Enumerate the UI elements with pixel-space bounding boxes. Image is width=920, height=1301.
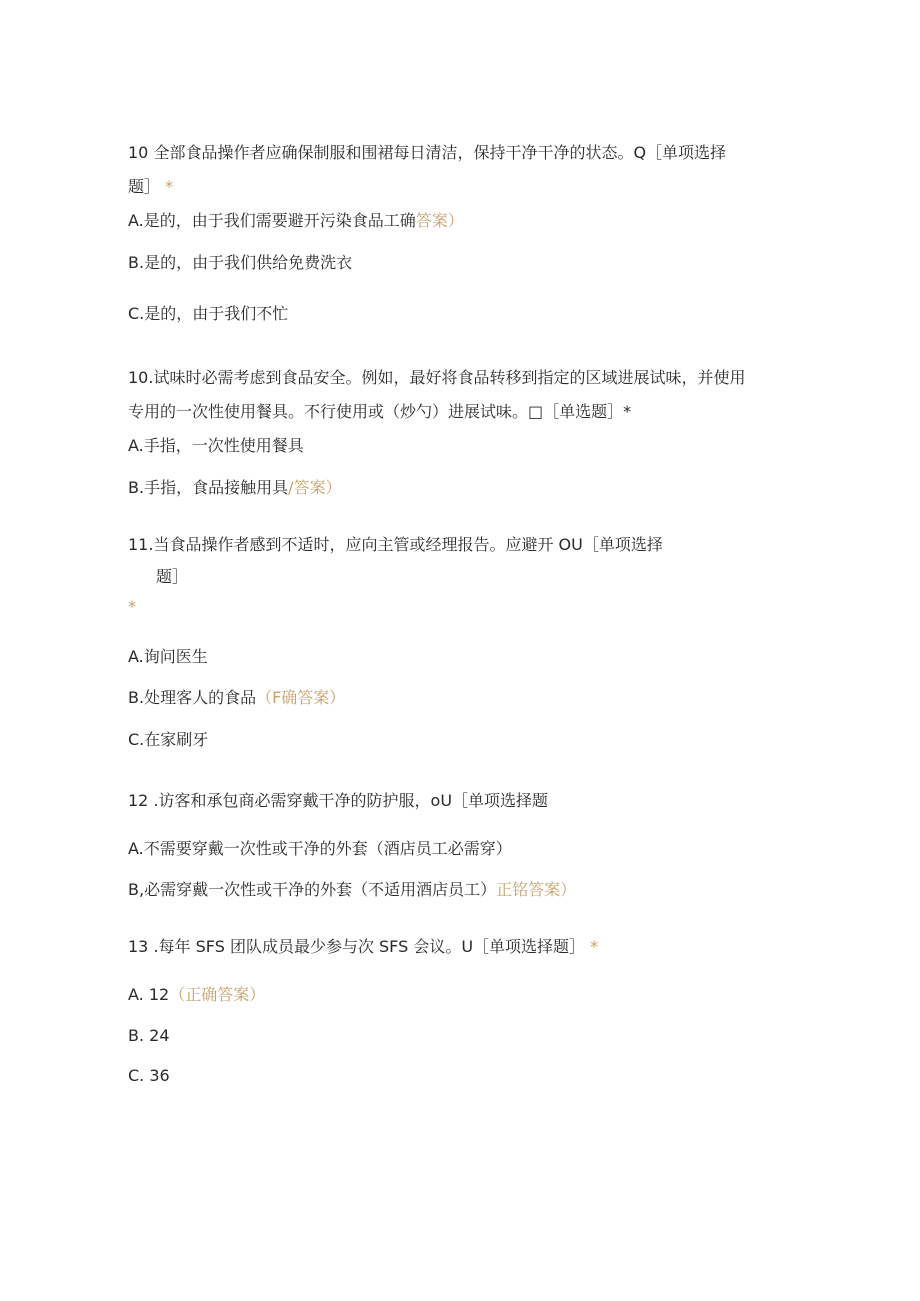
option-b-label: B,必需穿戴一次性或干净的外套（不适用酒店员工） — [128, 880, 497, 899]
question-10a-option-c[interactable]: C.是的，由于我们不忙 — [128, 304, 289, 323]
question-13-option-a[interactable] — [128, 985, 265, 1005]
question-12-text: 12 .访客和承包商必需穿戴干净的防护服，oU［单项选择题 — [128, 791, 549, 810]
question-10b-text-line1: 10.试味时必需考虑到食品安全。例如，最好将食品转移到指定的区域进展试味，并使用 — [128, 368, 746, 387]
question-11-option-c[interactable]: C.在家刷牙 — [128, 730, 209, 749]
required-star: * — [590, 937, 599, 956]
option-b-label: B.手指，食品接触用具 — [128, 478, 289, 497]
correct-answer-mark: 正铭答案） — [496, 880, 577, 899]
question-10a-text-line2 — [128, 177, 173, 197]
question-10a-option-a[interactable] — [128, 211, 464, 231]
question-10b-text-line2: 专用的一次性使用餐具。不行使用或（炒勺）进展试味。□［单选题］* — [128, 402, 632, 421]
question-10b-option-a[interactable]: A.手指，一次性使用餐具 — [128, 436, 304, 455]
question-10a-option-b[interactable]: B.是的，由于我们供给免费洗衣 — [128, 253, 353, 272]
question-10a-text-line1: 10 全部食品操作者应确保制服和围裙每日清洁，保持干净干净的状态。Q［单项选择 — [128, 143, 727, 162]
correct-answer-mark: 答案） — [415, 211, 464, 230]
required-star: * — [128, 597, 136, 616]
question-13-label: 13 .每年 SFS 团队成员最少参与次 SFS 会议。U［单项选择题］ — [128, 937, 586, 956]
question-10a-text-line2-label: 题］ — [128, 177, 161, 196]
question-11-option-a[interactable]: A.询问医生 — [128, 647, 208, 666]
option-a-label: A. 12 — [128, 985, 170, 1004]
correct-answer-mark: （F确答案） — [256, 688, 346, 707]
correct-answer-mark: （正确答案） — [169, 985, 266, 1004]
question-11-option-b[interactable] — [128, 688, 345, 708]
option-a-label: A.是的，由于我们需要避开污染食品工确 — [128, 211, 416, 230]
question-11-text-line2: 题］ — [156, 567, 189, 586]
correct-answer-mark: /答案） — [288, 478, 342, 497]
question-13-text — [128, 937, 598, 957]
question-11-text-line1: 11.当食品操作者感到不适时，应向主管或经理报告。应避开 OU［单项选择 — [128, 535, 663, 554]
question-12-option-b[interactable] — [128, 880, 576, 900]
question-13-option-b[interactable]: B. 24 — [128, 1026, 170, 1045]
option-b-label: B.处理客人的食品 — [128, 688, 257, 707]
question-13-option-c[interactable]: C. 36 — [128, 1066, 170, 1085]
required-star: * — [165, 177, 174, 196]
question-10b-option-b[interactable] — [128, 478, 341, 498]
question-12-option-a[interactable]: A.不需要穿戴一次性或干净的外套（酒店员工必需穿） — [128, 839, 512, 858]
